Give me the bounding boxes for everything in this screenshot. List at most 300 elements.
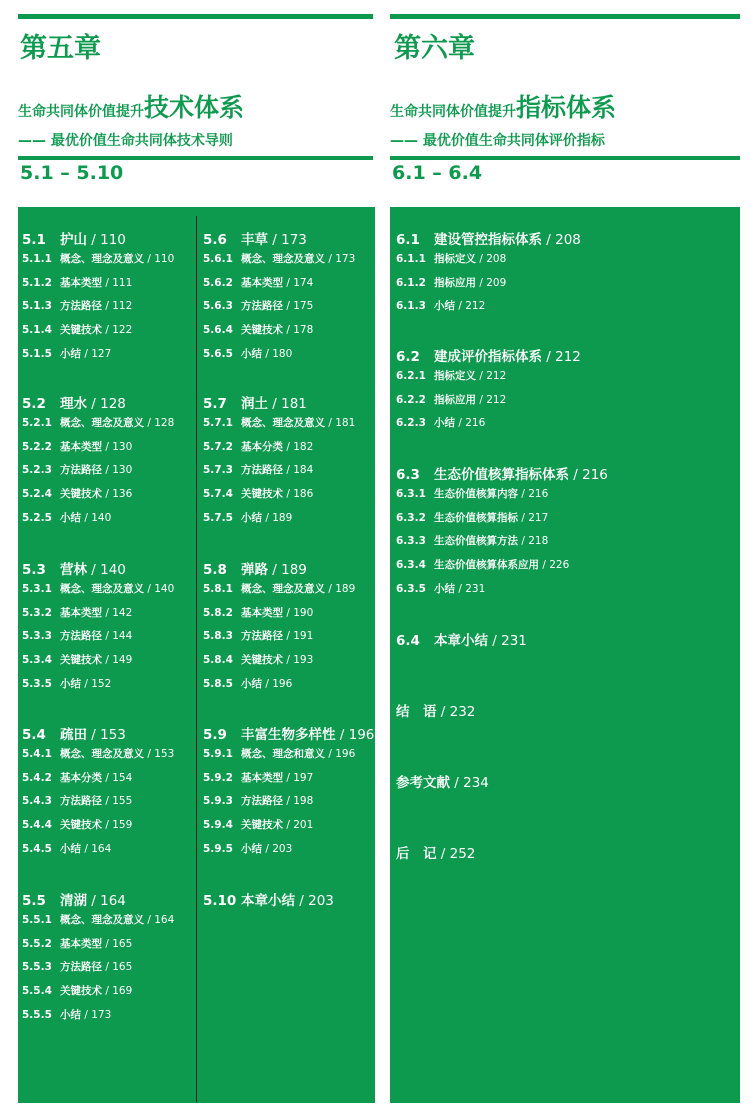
- toc-entry-number: 5.7.5: [203, 511, 233, 524]
- toc-subsection-entry: [203, 275, 313, 290]
- left-subtitle-2: —— 最优价值生命共同体技术导则: [18, 133, 233, 149]
- toc-entry-title: 小结: [241, 677, 262, 690]
- toc-entry-page: / 197: [283, 771, 314, 784]
- toc-section-entry: [203, 889, 334, 909]
- toc-entry-title: 概念、理念及意义: [60, 417, 144, 429]
- toc-entry-title: 基本类型: [241, 771, 283, 784]
- toc-subsection-entry: [203, 770, 313, 785]
- toc-entry-number: 5.3.2: [22, 606, 52, 619]
- toc-entry-number: 6.2.1: [396, 370, 426, 382]
- toc-subsection-entry: [203, 746, 355, 761]
- toc-entry-number: 5.1.1: [22, 253, 52, 265]
- toc-backmatter-entry: [396, 842, 475, 862]
- toc-subsection-entry: [22, 462, 132, 477]
- toc-entry-number: 6.1: [396, 232, 420, 248]
- toc-subsection-entry: [396, 581, 485, 596]
- toc-subsection-entry: [22, 439, 132, 454]
- left-subtitle-main: 技术体系: [144, 93, 245, 122]
- toc-entry-page: / 153: [144, 748, 175, 760]
- left-subtitle-prefix: 生命共同体价值提升: [18, 104, 144, 120]
- right-subtitle: [390, 88, 616, 124]
- toc-entry-number: 5.2.5: [22, 511, 52, 524]
- toc-entry-title: 指标定义: [434, 370, 476, 382]
- toc-entry-number: 5.3: [22, 562, 46, 578]
- right-mid-rule: [390, 156, 740, 160]
- toc-section-entry: [22, 723, 126, 743]
- toc-entry-page: / 175: [283, 300, 314, 313]
- toc-entry-number: 5.6.5: [203, 347, 233, 360]
- toc-entry-title: 润土: [241, 396, 268, 412]
- left-subtitle: [18, 88, 244, 124]
- toc-subsection-entry: [22, 486, 132, 501]
- toc-subsection-entry: [203, 793, 313, 808]
- toc-entry-page: / 212: [476, 370, 507, 382]
- toc-entry-title: 基本类型: [241, 276, 283, 289]
- toc-entry-title: 参考文献: [396, 775, 450, 791]
- toc-entry-page: / 181: [325, 417, 356, 429]
- toc-entry-number: 5.6.2: [203, 276, 233, 289]
- toc-entry-title: 概念、理念及意义: [60, 748, 144, 760]
- toc-entry-page: / 208: [476, 253, 507, 265]
- toc-entry-title: 理水: [60, 396, 87, 412]
- toc-entry-title: 小结: [241, 842, 262, 855]
- toc-section-entry: [396, 228, 581, 248]
- toc-entry-title: 方法路径: [60, 300, 102, 313]
- toc-entry-title: 关键技术: [60, 985, 102, 998]
- toc-entry-number: 5.2.3: [22, 464, 52, 477]
- toc-entry-title: 疏田: [60, 727, 87, 743]
- left-top-rule: [18, 14, 373, 19]
- toc-entry-number: 6.1.1: [396, 253, 426, 265]
- toc-entry-title: 基本类型: [60, 606, 102, 619]
- toc-entry-title: 关键技术: [60, 654, 102, 667]
- column-divider: [196, 216, 197, 1102]
- toc-entry-page: / 196: [325, 748, 356, 760]
- toc-subsection-entry: [203, 510, 292, 525]
- toc-section-entry: [203, 558, 307, 578]
- toc-entry-title: 基本类型: [60, 937, 102, 950]
- toc-entry-title: 方法路径: [60, 961, 102, 974]
- toc-entry-title: 方法路径: [241, 300, 283, 313]
- toc-section-entry: [396, 345, 581, 365]
- toc-subsection-entry: [396, 510, 548, 525]
- toc-entry-page: / 110: [87, 232, 126, 248]
- toc-entry-number: 5.9.2: [203, 771, 233, 784]
- toc-subsection-entry: [22, 322, 132, 337]
- toc-entry-number: 5.8.2: [203, 606, 233, 619]
- toc-entry-number: 5.8.5: [203, 677, 233, 690]
- toc-entry-title: 营林: [60, 562, 87, 578]
- toc-subsection-entry: [203, 581, 355, 596]
- toc-subsection-entry: [203, 605, 313, 620]
- toc-entry-number: 5.9.1: [203, 748, 233, 760]
- toc-entry-page: / 164: [87, 893, 126, 909]
- toc-entry-number: 5.5: [22, 893, 46, 909]
- toc-entry-page: / 203: [262, 842, 293, 855]
- toc-entry-number: 5.4.4: [22, 819, 52, 832]
- toc-entry-page: / 140: [144, 583, 175, 595]
- toc-subsection-entry: [22, 770, 132, 785]
- right-subtitle-prefix: 生命共同体价值提升: [390, 104, 516, 120]
- toc-entry-title: 基本类型: [60, 276, 102, 289]
- toc-entry-title: 基本分类: [241, 440, 283, 453]
- toc-entry-page: / 112: [102, 300, 133, 313]
- toc-subsection-entry: [22, 746, 174, 761]
- toc-entry-number: 5.2.2: [22, 440, 52, 453]
- toc-entry-number: 5.2: [22, 396, 46, 412]
- toc-entry-page: / 130: [102, 464, 133, 477]
- toc-section-entry: [203, 392, 307, 412]
- toc-entry-page: / 189: [262, 511, 293, 524]
- toc-subsection-entry: [22, 652, 132, 667]
- toc-entry-title: 关键技术: [60, 488, 102, 501]
- toc-section-entry: [22, 889, 126, 909]
- toc-entry-title: 建成评价指标体系: [434, 349, 542, 365]
- toc-entry-page: / 180: [262, 347, 293, 360]
- toc-entry-number: 5.10: [203, 893, 237, 909]
- toc-entry-page: / 130: [102, 440, 133, 453]
- toc-entry-number: 5.3.5: [22, 677, 52, 690]
- toc-entry-title: 生态价值核算指标体系: [434, 467, 569, 483]
- toc-entry-page: / 140: [87, 562, 126, 578]
- toc-entry-number: 6.3.2: [396, 511, 426, 524]
- toc-entry-number: 5.6: [203, 232, 227, 248]
- toc-entry-number: 5.1.3: [22, 300, 52, 313]
- left-section-range: 5.1 – 5.10: [20, 162, 124, 184]
- toc-entry-page: / 231: [488, 633, 527, 649]
- toc-entry-title: 方法路径: [60, 630, 102, 643]
- toc-entry-title: 关键技术: [60, 324, 102, 337]
- toc-entry-page: / 216: [569, 467, 608, 483]
- toc-subsection-entry: [396, 251, 506, 266]
- toc-entry-page: / 189: [268, 562, 307, 578]
- toc-subsection-entry: [22, 817, 132, 832]
- toc-entry-page: / 110: [144, 253, 175, 265]
- toc-entry-page: / 127: [81, 347, 112, 360]
- toc-subsection-entry: [396, 486, 548, 501]
- toc-entry-title: 本章小结: [434, 633, 488, 649]
- toc-entry-page: / 201: [283, 819, 314, 832]
- toc-subsection-entry: [203, 462, 313, 477]
- toc-entry-page: / 209: [476, 276, 507, 289]
- toc-entry-page: / 193: [283, 654, 314, 667]
- toc-entry-number: 5.3.3: [22, 630, 52, 643]
- toc-entry-page: / 122: [102, 324, 133, 337]
- toc-backmatter-entry: [396, 700, 475, 720]
- toc-entry-title: 关键技术: [241, 654, 283, 667]
- toc-subsection-entry: [396, 298, 485, 313]
- toc-entry-number: 5.1: [22, 232, 46, 248]
- toc-entry-title: 生态价值核算方法: [434, 535, 518, 548]
- toc-entry-title: 小结: [241, 511, 262, 524]
- toc-subsection-entry: [203, 439, 313, 454]
- toc-entry-page: / 144: [102, 630, 133, 643]
- toc-subsection-entry: [396, 557, 569, 572]
- toc-entry-title: 小结: [434, 582, 455, 595]
- toc-entry-number: 5.5.5: [22, 1008, 52, 1021]
- toc-subsection-entry: [203, 346, 292, 361]
- toc-entry-title: 结 语: [396, 704, 437, 720]
- toc-entry-page: / 128: [87, 396, 126, 412]
- toc-entry-number: 5.9.4: [203, 819, 233, 832]
- toc-entry-number: 6.3.5: [396, 582, 426, 595]
- toc-entry-number: 6.3.1: [396, 488, 426, 500]
- toc-subsection-entry: [396, 275, 506, 290]
- toc-entry-page: / 128: [144, 417, 175, 429]
- toc-entry-title: 丰富生物多样性: [241, 727, 336, 743]
- toc-section-entry: [22, 228, 126, 248]
- toc-entry-page: / 234: [450, 775, 489, 791]
- toc-subsection-entry: [22, 251, 174, 266]
- toc-entry-page: / 140: [81, 511, 112, 524]
- right-chapter-title: 第六章: [394, 33, 475, 64]
- toc-entry-number: 5.9.3: [203, 795, 233, 808]
- toc-entry-page: / 216: [518, 488, 549, 500]
- toc-entry-page: / 173: [81, 1008, 112, 1021]
- toc-entry-number: 5.5.4: [22, 985, 52, 998]
- toc-entry-page: / 164: [81, 842, 112, 855]
- toc-section-entry: [203, 723, 374, 743]
- toc-section-entry: [396, 463, 608, 483]
- toc-subsection-entry: [203, 817, 313, 832]
- toc-entry-page: / 152: [81, 677, 112, 690]
- toc-entry-title: 小结: [434, 417, 455, 430]
- toc-entry-page: / 174: [283, 276, 314, 289]
- toc-subsection-entry: [22, 628, 132, 643]
- toc-entry-number: 5.9.5: [203, 842, 233, 855]
- toc-subsection-entry: [22, 275, 132, 290]
- toc-entry-title: 小结: [60, 1008, 81, 1021]
- toc-section-entry: [203, 228, 307, 248]
- toc-entry-title: 关键技术: [241, 324, 283, 337]
- toc-subsection-entry: [203, 415, 355, 430]
- toc-section-entry: [396, 629, 527, 649]
- toc-entry-page: / 136: [102, 488, 133, 501]
- toc-entry-page: / 165: [102, 961, 133, 974]
- toc-subsection-entry: [203, 628, 313, 643]
- toc-entry-number: 5.6.1: [203, 253, 233, 265]
- toc-entry-number: 5.8.3: [203, 630, 233, 643]
- right-subtitle-2: —— 最优价值生命共同体评价指标: [390, 133, 605, 149]
- toc-subsection-entry: [22, 793, 132, 808]
- toc-subsection-entry: [22, 912, 174, 927]
- toc-entry-number: 5.2.1: [22, 417, 52, 429]
- toc-subsection-entry: [203, 298, 313, 313]
- toc-entry-page: / 208: [542, 232, 581, 248]
- toc-entry-title: 小结: [60, 677, 81, 690]
- toc-entry-title: 小结: [60, 511, 81, 524]
- toc-entry-page: / 189: [325, 583, 356, 595]
- toc-entry-page: / 196: [262, 677, 293, 690]
- toc-entry-page: / 178: [283, 324, 314, 337]
- toc-entry-number: 5.5.1: [22, 914, 52, 926]
- toc-entry-page: / 169: [102, 985, 133, 998]
- toc-subsection-entry: [396, 533, 548, 548]
- toc-entry-page: / 198: [283, 795, 314, 808]
- toc-entry-page: / 142: [102, 606, 133, 619]
- toc-entry-number: 5.4.3: [22, 795, 52, 808]
- toc-entry-number: 5.4: [22, 727, 46, 743]
- toc-entry-number: 5.6.3: [203, 300, 233, 313]
- toc-entry-title: 方法路径: [241, 795, 283, 808]
- toc-entry-title: 弹路: [241, 562, 268, 578]
- toc-entry-page: / 217: [518, 511, 549, 524]
- right-section-range: 6.1 – 6.4: [392, 162, 483, 184]
- left-mid-rule: [18, 156, 373, 160]
- toc-entry-title: 护山: [60, 232, 87, 248]
- toc-subsection-entry: [203, 652, 313, 667]
- toc-entry-page: / 190: [283, 606, 314, 619]
- toc-section-entry: [22, 392, 126, 412]
- toc-entry-title: 概念、理念及意义: [241, 583, 325, 595]
- toc-entry-number: 5.8.1: [203, 583, 233, 595]
- toc-entry-title: 指标应用: [434, 393, 476, 406]
- toc-entry-number: 5.4.1: [22, 748, 52, 760]
- toc-entry-page: / 212: [542, 349, 581, 365]
- toc-entry-page: / 226: [539, 559, 570, 572]
- toc-subsection-entry: [22, 510, 111, 525]
- toc-entry-title: 清湖: [60, 893, 87, 909]
- toc-entry-number: 5.1.5: [22, 347, 52, 360]
- toc-entry-number: 5.7.3: [203, 464, 233, 477]
- toc-entry-number: 5.7.4: [203, 488, 233, 501]
- toc-entry-title: 生态价值核算内容: [434, 488, 518, 500]
- toc-entry-number: 5.9: [203, 727, 227, 743]
- toc-subsection-entry: [22, 605, 132, 620]
- right-top-rule: [390, 14, 740, 19]
- toc-subsection-entry: [396, 415, 485, 430]
- toc-entry-page: / 165: [102, 937, 133, 950]
- toc-entry-title: 小结: [60, 842, 81, 855]
- toc-section-entry: [22, 558, 126, 578]
- toc-entry-page: / 196: [335, 727, 375, 743]
- toc-subsection-entry: [22, 1007, 111, 1022]
- toc-subsection-entry: [22, 841, 111, 856]
- toc-subsection-entry: [22, 298, 132, 313]
- toc-entry-title: 小结: [60, 347, 81, 360]
- toc-entry-number: 6.1.2: [396, 276, 426, 289]
- toc-entry-title: 关键技术: [241, 488, 283, 501]
- toc-entry-title: 建设管控指标体系: [434, 232, 542, 248]
- toc-entry-title: 小结: [434, 300, 455, 313]
- toc-entry-title: 后 记: [396, 846, 437, 862]
- toc-entry-number: 5.1.2: [22, 276, 52, 289]
- toc-entry-title: 关键技术: [60, 819, 102, 832]
- toc-entry-page: / 212: [455, 300, 486, 313]
- toc-entry-number: 6.3: [396, 467, 420, 483]
- left-chapter-title: 第五章: [20, 33, 101, 64]
- toc-entry-title: 概念、理念及意义: [241, 417, 325, 429]
- toc-entry-page: / 184: [283, 464, 314, 477]
- toc-entry-title: 关键技术: [241, 819, 283, 832]
- toc-entry-page: / 182: [283, 440, 314, 453]
- toc-entry-page: / 231: [455, 582, 486, 595]
- toc-entry-page: / 155: [102, 795, 133, 808]
- toc-entry-title: 方法路径: [241, 464, 283, 477]
- toc-entry-title: 概念、理念及意义: [60, 253, 144, 265]
- toc-entry-page: / 164: [144, 914, 175, 926]
- toc-entry-number: 6.1.3: [396, 300, 426, 313]
- toc-entry-title: 方法路径: [241, 630, 283, 643]
- toc-entry-title: 概念、理念及意义: [241, 253, 325, 265]
- toc-entry-number: 6.2: [396, 349, 420, 365]
- toc-entry-number: 6.4: [396, 633, 420, 649]
- toc-entry-page: / 159: [102, 819, 133, 832]
- toc-entry-title: 生态价值核算体系应用: [434, 559, 539, 572]
- toc-subsection-entry: [203, 841, 292, 856]
- toc-subsection-entry: [203, 486, 313, 501]
- toc-entry-page: / 216: [455, 417, 486, 430]
- toc-entry-title: 指标应用: [434, 276, 476, 289]
- toc-entry-number: 5.8: [203, 562, 227, 578]
- toc-subsection-entry: [22, 959, 132, 974]
- toc-entry-page: / 252: [436, 846, 476, 862]
- toc-subsection-entry: [22, 676, 111, 691]
- toc-entry-number: 6.2.2: [396, 393, 426, 406]
- toc-entry-number: 6.3.4: [396, 559, 426, 572]
- toc-subsection-entry: [396, 392, 506, 407]
- toc-entry-number: 5.4.5: [22, 842, 52, 855]
- toc-entry-page: / 111: [102, 276, 133, 289]
- toc-entry-number: 5.6.4: [203, 324, 233, 337]
- toc-entry-number: 5.7: [203, 396, 227, 412]
- toc-entry-page: / 173: [325, 253, 356, 265]
- right-subtitle-main: 指标体系: [516, 93, 617, 122]
- toc-entry-number: 5.3.4: [22, 654, 52, 667]
- toc-backmatter-entry: [396, 771, 489, 791]
- toc-entry-number: 5.1.4: [22, 324, 52, 337]
- toc-entry-title: 丰草: [241, 232, 268, 248]
- toc-subsection-entry: [396, 368, 506, 383]
- toc-entry-title: 方法路径: [60, 464, 102, 477]
- toc-entry-title: 基本类型: [60, 440, 102, 453]
- toc-entry-number: 5.8.4: [203, 654, 233, 667]
- toc-subsection-entry: [22, 415, 174, 430]
- toc-entry-page: / 181: [268, 396, 307, 412]
- toc-entry-title: 本章小结: [241, 893, 295, 909]
- toc-entry-page: / 154: [102, 771, 133, 784]
- toc-entry-title: 方法路径: [60, 795, 102, 808]
- toc-entry-number: 5.5.3: [22, 961, 52, 974]
- toc-entry-page: / 173: [268, 232, 307, 248]
- toc-entry-number: 6.3.3: [396, 535, 426, 548]
- toc-entry-page: / 186: [283, 488, 314, 501]
- toc-entry-title: 基本类型: [241, 606, 283, 619]
- toc-subsection-entry: [203, 251, 355, 266]
- toc-entry-number: 6.2.3: [396, 417, 426, 430]
- toc-entry-number: 5.7.2: [203, 440, 233, 453]
- toc-entry-title: 概念、理念和意义: [241, 748, 325, 760]
- toc-entry-number: 5.4.2: [22, 771, 52, 784]
- toc-entry-title: 概念、理念及意义: [60, 583, 144, 595]
- toc-entry-page: / 153: [87, 727, 126, 743]
- toc-subsection-entry: [22, 983, 132, 998]
- toc-entry-page: / 203: [295, 893, 334, 909]
- toc-entry-page: / 212: [476, 393, 507, 406]
- toc-entry-title: 指标定义: [434, 253, 476, 265]
- toc-entry-number: 5.2.4: [22, 488, 52, 501]
- toc-subsection-entry: [22, 346, 111, 361]
- toc-entry-page: / 232: [436, 704, 476, 720]
- toc-subsection-entry: [22, 936, 132, 951]
- toc-subsection-entry: [22, 581, 174, 596]
- toc-subsection-entry: [203, 322, 313, 337]
- toc-entry-title: 基本分类: [60, 771, 102, 784]
- toc-entry-title: 小结: [241, 347, 262, 360]
- toc-entry-title: 生态价值核算指标: [434, 511, 518, 524]
- toc-entry-page: / 149: [102, 654, 133, 667]
- toc-entry-title: 概念、理念及意义: [60, 914, 144, 926]
